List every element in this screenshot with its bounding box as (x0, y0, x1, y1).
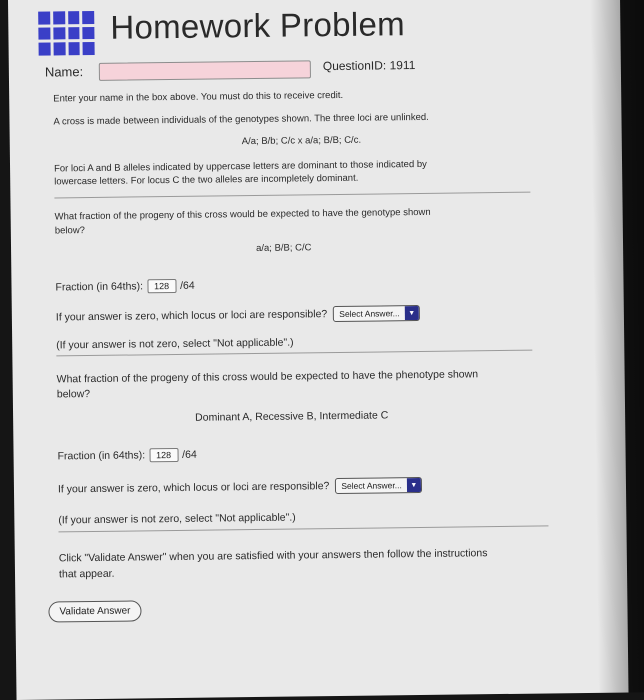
homework-page (8, 0, 629, 700)
q1-note: (If your answer is not zero, select "Not applicable".) (56, 336, 294, 352)
q1-fraction-row (55, 279, 194, 295)
q2-fraction-suffix: /64 (182, 448, 197, 461)
q2-note: (If your answer is not zero, select "Not applicable".) (58, 511, 296, 527)
question-id: QuestionID: 1911 (322, 58, 416, 74)
divider (58, 525, 548, 532)
grid-logo-icon (38, 11, 95, 56)
q1-locus-select[interactable] (333, 305, 420, 322)
parent-genotypes: A/a; B/b; C/c x a/a; B/B; C/c. (241, 134, 362, 148)
q1-zero-row (56, 305, 420, 325)
q2-zero-row (58, 477, 422, 497)
q2-prompt-1: What fraction of the progeny of this cross would be expected to have the phenotype shown (56, 368, 479, 386)
divider (56, 350, 532, 357)
validate-answer-button[interactable]: Validate Answer (48, 600, 141, 622)
q2-prompt-2: below? (56, 388, 91, 401)
divider (54, 192, 530, 199)
q1-prompt-2: below? (54, 225, 85, 237)
dominance-text-2: lowercase letters. For locus C the two alleles are incompletely dominant. (54, 172, 359, 188)
q2-fraction-row (57, 448, 196, 464)
validate-instruction-2: that appear. (58, 567, 115, 581)
q1-select-label: Select Answer... (339, 308, 400, 319)
cross-description: A cross is made between individuals of the genotypes shown. The three loci are unlinked. (53, 111, 429, 128)
q1-fraction-suffix: /64 (180, 279, 195, 292)
q1-zero-question: If your answer is zero, which locus or loci are responsible? (55, 308, 328, 324)
q1-fraction-input[interactable]: 128 (147, 279, 176, 293)
q2-select-label: Select Answer... (341, 480, 402, 491)
caret-down-icon: ▼ (407, 478, 421, 492)
q2-target-phenotype: Dominant A, Recessive B, Intermediate C (195, 409, 389, 424)
q2-locus-select[interactable] (335, 477, 422, 494)
page-title: Homework Problem (110, 5, 406, 46)
q1-prompt-1: What fraction of the progeny of this cross would be expected to have the genotype shown (54, 206, 431, 223)
caret-down-icon: ▼ (405, 306, 419, 320)
name-input[interactable] (99, 60, 311, 81)
dominance-text-1: For loci A and B alleles indicated by uppercase letters are dominant to those indicated by (54, 158, 427, 175)
q1-fraction-label: Fraction (in 64ths): (55, 280, 144, 294)
q2-zero-question: If your answer is zero, which locus or loci are responsible? (57, 480, 330, 496)
q2-fraction-input[interactable]: 128 (149, 448, 178, 462)
q1-target-genotype: a/a; B/B; C/C (255, 242, 312, 254)
q2-fraction-label: Fraction (in 64ths): (57, 449, 146, 463)
name-instruction: Enter your name in the box above. You must do this to receive credit. (53, 89, 344, 105)
name-label: Name: (44, 64, 84, 80)
validate-instruction-1: Click "Validate Answer" when you are satisfied with your answers then follow the instructions (58, 547, 488, 565)
